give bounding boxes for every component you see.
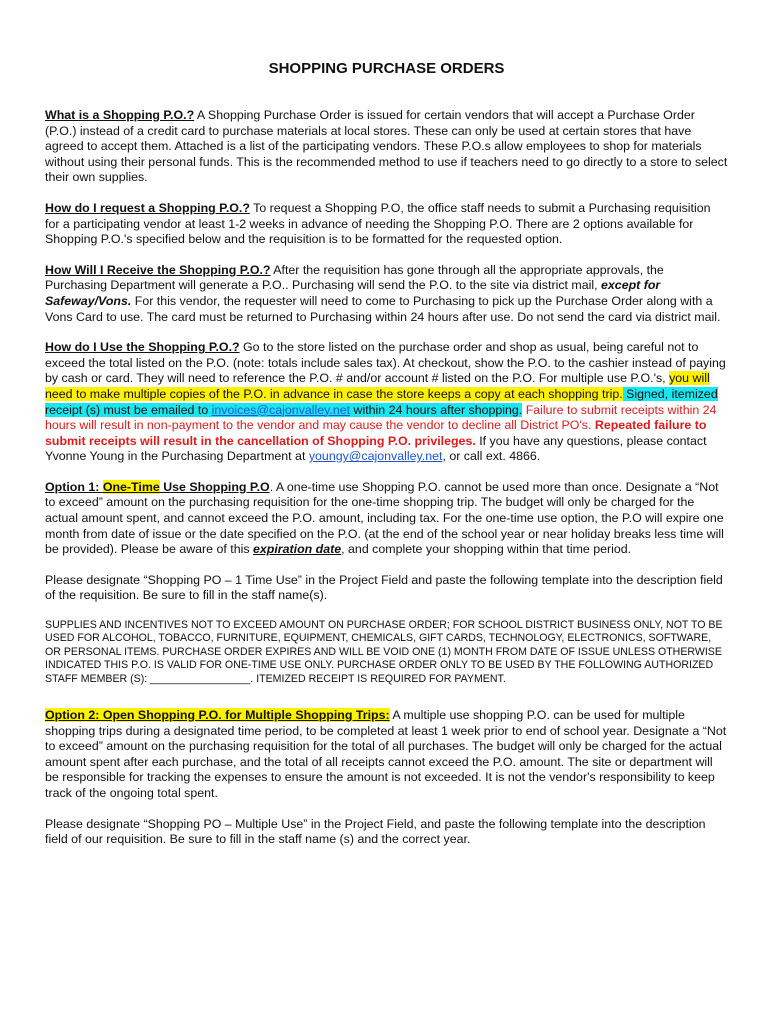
receipt-text: Signed, itemized receipt (s) must be emailed to <box>45 386 718 417</box>
section-what-is <box>45 108 728 186</box>
option-heading <box>45 708 390 722</box>
section-text: Go to the store listed on the purchase order and shop as usual, being careful not to exceed the total listed on the P.O. (note: totals include sales tax). At checkout, show the P.O. to the cashier instead of paying by cash or card. They will need to reference the P.O. # and/or account # listed on the P.O. For multiple use P.O.'s, <box>45 340 726 386</box>
section-heading: How do I request a Shopping P.O.? <box>45 200 250 215</box>
section-heading: What is a Shopping P.O.? <box>45 108 195 122</box>
section-option-2 <box>45 708 728 802</box>
safeway-exception: except for Safeway/Vons. <box>45 278 661 308</box>
option-heading-highlight: One-Time <box>102 479 160 494</box>
option-2-designate: Please designate “Shopping PO – Multiple Use” in the Project Field, and paste the following template into the description field of our requisition. Be sure to fill in the staff name (s) and the correct year. <box>45 816 706 847</box>
section-text: To request a Shopping P.O, the office staff needs to submit a Purchasing requisition for a participating vendor at least 1-2 weeks in advance of needing the Shopping P.O. There are 2 options available for Shopping P.O.'s specified below and the requisition is to be formatted for the requested option. <box>45 200 711 247</box>
option-heading-part: Option 2: Open Shopping P.O. for <box>45 708 246 723</box>
receipt-text: within 24 hours after shopping. <box>350 402 523 417</box>
option-heading-part: Option 1: <box>45 479 103 494</box>
section-text: , or call ext. 4866. <box>442 449 541 464</box>
section-text: After the requisition has gone through all the appropriate approvals, the Purchasing Department will generate a P.O.. Purchasing will send the P.O. to the site via district mail, <box>45 262 664 293</box>
option-heading-highlight: Multiple Shopping Trips: <box>245 708 390 723</box>
option-heading <box>45 480 270 494</box>
section-heading: How Will I Receive the Shopping P.O.? <box>45 262 271 277</box>
section-heading: How do I Use the Shopping P.O.? <box>45 340 240 355</box>
option-1-designate: Please designate “Shopping PO – 1 Time Use” in the Project Field and paste the following template into the description field of the requisition. Be sure to fill in the staff name(s). <box>45 572 723 603</box>
section-text: , and complete your shopping within that time period. <box>341 542 632 557</box>
document-page <box>45 60 728 863</box>
section-option-1 <box>45 480 728 558</box>
section-text: . A one-time use Shopping P.O. cannot be used more than once. Designate a “Not to exceed” amount on the purchasing requisition for the one-time shopping trip. The budget will only be charged for the actual amount spent, and cannot exceed the P.O. amount, including tax. For the one-time use option, the P.O will expire one month from date of issue or the date specified on the P.O. (at the end of the school year or near holiday breaks less time will be provided). Please be aware of this <box>45 479 724 557</box>
section-use <box>45 340 728 465</box>
expiration-date-emphasis: expiration date <box>253 542 342 557</box>
section-text: A Shopping Purchase Order is issued for certain vendors that will accept a Purchase Order (P.O.) instead of a credit card to purchase materials at local stores. These can only be used at certain stores that have agreed to accept them. Attached is a list of the participating vendors. These P.O.s allow employees to shop for materials without using their personal funds. This is the recommended method to use if teachers need to go directly to a store to select their own supplies. <box>45 108 728 185</box>
highlight-copies: you will need to make multiple copies of the P.O. in advance in case the store keeps a copy at each shopping trip. <box>45 371 710 401</box>
section-text: For this vendor, the requester will need to come to Purchasing to pick up the Purchase Order along with a Vons Card to use. The card must be returned to Purchasing within 24 hours after use. Do not send the card via district mail. <box>45 293 721 324</box>
contact-email-link[interactable]: youngy@cajonvalley.net <box>308 449 443 464</box>
warning-bold-text: Repeated failure to submit receipts will result in the cancellation of Shopping P.O. privileges. <box>45 418 707 448</box>
warning-text: Failure to submit receipts within 24 hours will result in non-payment to the vendor and may cause the vendor to decline all District PO's. <box>45 402 717 433</box>
option-1-template: SUPPLIES AND INCENTIVES NOT TO EXCEED AMOUNT ON PURCHASE ORDER; FOR SCHOOL DISTRICT BUSINESS ONLY, NOT TO BE USED FOR ALCOHOL, TOBACCO, FURNITURE, EQUIPMENT, CHEMICALS, GIFT CARDS, TECHNOLOGY, ELECTRONICS, SOFTWARE, OR PERSONAL ITEMS. PURCHASE ORDER EXPIRES AND WILL BE VOID ONE (1) MONTH FROM DATE OF ISSUE UNLESS OTHERWISE INDICATED THIS P.O. IS VALID FOR ONE-TIME USE ONLY. PURCHASE ORDER ONLY TO BE USED BY THE FOLLOWING AUTHORIZED STAFF MEMBER (S): _________________. ITEMIZED RECEIPT IS REQUIRED FOR PAYMENT. <box>45 619 723 685</box>
section-request <box>45 201 728 248</box>
page-title: SHOPPING PURCHASE ORDERS <box>268 60 505 77</box>
section-text: If you have any questions, please contact Yvonne Young in the Purchasing Department at <box>45 433 707 464</box>
section-receive <box>45 263 728 325</box>
invoices-email-link[interactable]: invoices@cajonvalley.net <box>211 402 351 417</box>
section-text: A multiple use shopping P.O. can be used for multiple shopping trips during a designated time period, to be completed at least 1 week prior to end of school year. Designate a “Not to exceed” amount on the purchasing requisition for the total of all purchases. The budget will only be charged for the actual amount spent after each purchase, and the total of all receipts cannot exceed the P.O. amount. The site or department will be responsible for tracking the expenses to ensure the amount is not exceeded. It is not the vendor's responsibility to keep track of the ongoing total spent. <box>45 708 727 801</box>
option-heading-part: Use Shopping P.O <box>159 479 270 494</box>
